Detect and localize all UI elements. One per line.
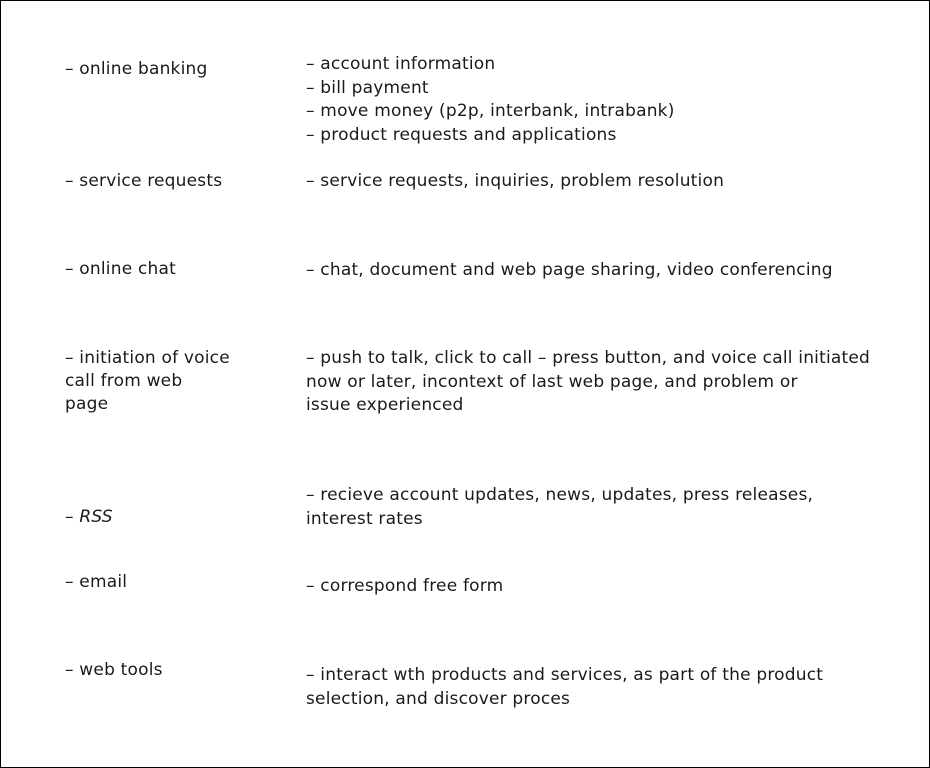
description-line: – interact wth products and services, as part of the product <box>306 665 824 685</box>
description-line: selection, and discover proces <box>306 688 571 709</box>
row-label <box>65 483 265 529</box>
row-label-rss: RSS <box>79 507 113 527</box>
row-label: – online banking <box>65 59 208 79</box>
row-label: – email <box>65 572 128 592</box>
description-line: – chat, document and web page sharing, video conferencing <box>306 260 833 280</box>
description-line: interest rates <box>306 508 423 529</box>
row-description <box>306 484 926 531</box>
row-label: – online chat <box>65 259 176 279</box>
row-description <box>306 347 926 418</box>
description-line: – service requests, inquiries, problem resolution <box>306 171 725 191</box>
row-description <box>306 259 926 283</box>
row-label-prefix: – <box>65 507 80 527</box>
row-description <box>306 170 926 194</box>
description-line: issue experienced <box>306 395 464 415</box>
row-label: – initiation of voice call from web page <box>65 348 230 414</box>
description-line: – account information <box>306 54 496 74</box>
row-description <box>306 575 926 599</box>
description-line: – product requests and applications <box>306 124 617 145</box>
description-line: now or later, incontext of last web page, and problem or <box>306 371 798 392</box>
description-line: – correspond free form <box>306 576 504 596</box>
row-label: – service requests <box>65 171 223 191</box>
description-line: – push to talk, click to call – press button, and voice call initiated <box>306 348 871 368</box>
row-description <box>306 53 926 147</box>
row-description <box>306 664 926 711</box>
description-line: – recieve account updates, news, updates, press releases, <box>306 485 814 505</box>
row-label: – web tools <box>65 660 163 680</box>
description-line: – bill payment <box>306 77 429 98</box>
description-line: – move money (p2p, interbank, intrabank) <box>306 101 675 121</box>
